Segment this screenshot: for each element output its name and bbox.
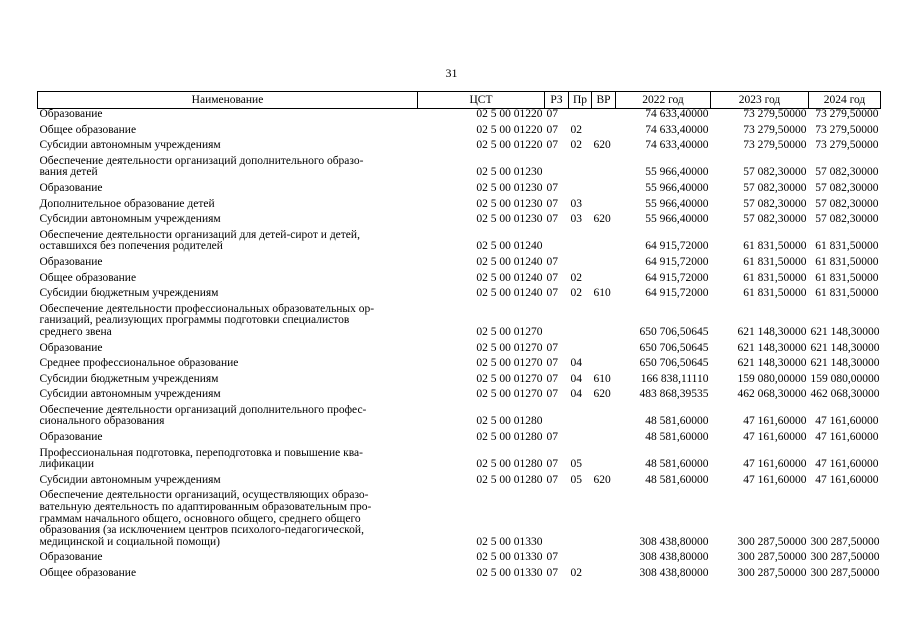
cell-2022: 308 438,80000 [639,551,709,564]
cell-pr: 04 [570,357,582,370]
cell-pr: 04 [570,388,582,401]
cell-name: Общее образование [39,271,137,284]
cell-2024: 47 161,60000 [815,415,879,428]
cell-pr [569,183,592,199]
cell-2024: 621 148,30000 [810,341,880,354]
cell-2022: 48 581,60000 [645,473,709,486]
cell-2024: 61 831,50000 [815,255,879,268]
cell-cst: 02 5 00 01230 [476,166,543,179]
cell-rz [545,405,569,432]
cell-vr [592,568,616,584]
cell-2024: 57 082,30000 [815,166,879,179]
cell-2024: 57 082,30000 [815,197,879,210]
cell-2024: 73 279,50000 [815,108,879,120]
cell-pr: 05 [570,473,582,486]
cell-vr: 620 [593,213,611,226]
header-pr: Пр [569,92,592,109]
cell-cst: 02 5 00 01240 [476,271,543,284]
cell-pr: 02 [570,271,582,284]
cell-2023: 61 831,50000 [743,255,807,268]
cell-rz: 07 [546,213,558,226]
cell-2024: 73 279,50000 [815,123,879,136]
header-name: Наименование [38,92,418,109]
table-row [38,568,881,584]
cell-2024: 61 831,50000 [815,271,879,284]
cell-2023: 47 161,60000 [743,415,807,428]
table-row [38,125,881,141]
cell-2024: 47 161,60000 [815,458,879,471]
cell-2022: 74 633,40000 [645,123,709,136]
cell-2022: 650 706,50645 [639,341,709,354]
cell-pr: 05 [570,458,582,471]
cell-2024: 300 287,50000 [810,551,880,564]
cell-rz: 07 [546,255,558,268]
table-row [38,343,881,359]
table-row [38,304,881,343]
cell-vr [592,405,616,432]
cell-2022: 74 633,40000 [645,108,709,120]
cell-pr [569,257,592,273]
cell-vr [592,273,616,289]
table-row [38,273,881,289]
cell-vr [592,183,616,199]
cell-vr [592,109,616,125]
cell-rz: 07 [546,197,558,210]
table-row [38,183,881,199]
cell-2024: 621 148,30000 [810,325,880,338]
cell-cst: 02 5 00 01280 [476,458,543,471]
cell-2024: 47 161,60000 [815,473,879,486]
table-row [38,156,881,183]
cell-2024: 57 082,30000 [815,181,879,194]
cell-2022: 55 966,40000 [645,181,709,194]
cell-vr: 620 [593,388,611,401]
cell-vr [592,257,616,273]
cell-2023: 300 287,50000 [737,551,807,564]
cell-vr: 610 [593,287,611,300]
cell-2023: 621 148,30000 [737,341,807,354]
cell-2023: 73 279,50000 [743,108,807,120]
cell-pr: 03 [570,213,582,226]
cell-2022: 308 438,80000 [639,535,709,548]
cell-2022: 48 581,60000 [645,458,709,471]
cell-2022: 166 838,11110 [640,372,709,385]
cell-name: Образование [39,181,103,194]
cell-2022: 74 633,40000 [645,139,709,152]
cell-cst: 02 5 00 01270 [476,388,543,401]
cell-name: Общее образование [39,123,137,136]
table-row [38,389,881,405]
cell-vr [592,358,616,374]
cell-name: Субсидии автономным учреждениям [39,473,221,486]
table-row [38,432,881,448]
cell-pr [569,343,592,359]
cell-2022: 64 915,72000 [645,271,709,284]
cell-2023: 73 279,50000 [743,123,807,136]
cell-name: Образование [39,431,103,444]
cell-2022: 48 581,60000 [645,431,709,444]
cell-vr: 610 [593,372,611,385]
cell-cst: 02 5 00 01240 [476,240,543,253]
cell-cst: 02 5 00 01280 [476,415,543,428]
cell-pr [569,156,592,183]
cell-rz: 07 [546,357,558,370]
cell-pr [569,230,592,257]
cell-2023: 61 831,50000 [743,271,807,284]
cell-pr [569,552,592,568]
table-row [38,374,881,390]
budget-table [37,91,881,584]
cell-cst: 02 5 00 01330 [476,567,543,579]
cell-pr [569,405,592,432]
cell-2023: 300 287,50000 [737,535,807,548]
cell-2022: 64 915,72000 [645,287,709,300]
page-number: 31 [445,66,458,80]
cell-pr: 02 [570,123,582,136]
cell-rz: 07 [546,271,558,284]
cell-2023: 621 148,30000 [737,325,807,338]
table-body [38,109,881,584]
table-row [38,448,881,475]
cell-2023: 300 287,50000 [737,567,807,579]
cell-pr [569,109,592,125]
cell-vr [592,230,616,257]
cell-rz: 07 [546,431,558,444]
cell-2022: 55 966,40000 [645,197,709,210]
cell-2023: 47 161,60000 [743,431,807,444]
cell-vr [592,199,616,215]
cell-rz: 07 [546,287,558,300]
cell-2024: 462 068,30000 [810,388,880,401]
cell-name: Среднее профессиональное образование [39,357,239,370]
cell-name: Дополнительное образование детей [39,197,215,210]
cell-2022: 48 581,60000 [645,415,709,428]
cell-rz: 07 [546,123,558,136]
cell-name: Обеспечение деятельности организаций, осуществляющих образо- вательную деятельность по адаптированным образовательным про- граммам начального общего, основного общего, среднего общего образования (за исключением центров психолого-педагогической, медицинской и социальной помощи) [39,489,372,548]
cell-2024: 300 287,50000 [810,535,880,548]
cell-2024: 159 080,00000 [810,372,880,385]
cell-2023: 57 082,30000 [743,166,807,179]
cell-pr: 02 [570,567,582,579]
cell-vr: 620 [593,473,611,486]
cell-2023: 73 279,50000 [743,139,807,152]
cell-vr [592,304,616,343]
cell-cst: 02 5 00 01230 [476,197,543,210]
cell-2024: 57 082,30000 [815,213,879,226]
cell-rz: 07 [546,567,558,579]
cell-pr: 02 [570,287,582,300]
cell-cst: 02 5 00 01270 [476,372,543,385]
cell-name: Субсидии бюджетным учреждениям [39,287,219,300]
table-row [38,552,881,568]
cell-rz [545,304,569,343]
cell-cst: 02 5 00 01280 [476,431,543,444]
cell-2023: 47 161,60000 [743,473,807,486]
header-2024: 2024 год [809,92,881,109]
cell-rz: 07 [546,372,558,385]
table-row [38,288,881,304]
cell-rz: 07 [546,108,558,120]
cell-rz: 07 [546,473,558,486]
cell-rz [545,156,569,183]
cell-vr [592,343,616,359]
cell-vr [592,156,616,183]
cell-name: Образование [39,108,103,120]
cell-2024: 61 831,50000 [815,240,879,253]
header-vr: ВР [592,92,616,109]
cell-2023: 47 161,60000 [743,458,807,471]
cell-2023: 621 148,30000 [737,357,807,370]
cell-2024: 300 287,50000 [810,567,880,579]
cell-2022: 308 438,80000 [639,567,709,579]
table-row [38,230,881,257]
cell-rz: 07 [546,341,558,354]
cell-2023: 462 068,30000 [737,388,807,401]
cell-2023: 57 082,30000 [743,181,807,194]
cell-name: Субсидии бюджетным учреждениям [39,372,219,385]
cell-2022: 55 966,40000 [645,166,709,179]
table-row [38,199,881,215]
cell-2022: 650 706,50645 [639,325,709,338]
cell-2023: 61 831,50000 [743,287,807,300]
cell-vr: 620 [593,139,611,152]
cell-cst: 02 5 00 01330 [476,551,543,564]
table-row [38,405,881,432]
cell-2023: 61 831,50000 [743,240,807,253]
cell-cst: 02 5 00 01240 [476,255,543,268]
cell-name: Обеспечение деятельности организаций для детей-сирот и детей, оставшихся без попечения родителей [39,228,360,253]
cell-rz [545,490,569,552]
cell-name: Субсидии автономным учреждениям [39,388,221,401]
cell-2022: 55 966,40000 [645,213,709,226]
cell-rz: 07 [546,139,558,152]
table-row [38,358,881,374]
cell-vr [592,490,616,552]
cell-rz: 07 [546,181,558,194]
header-2022: 2022 год [616,92,711,109]
cell-2024: 47 161,60000 [815,431,879,444]
cell-cst: 02 5 00 01270 [476,341,543,354]
cell-name: Общее образование [39,567,137,579]
cell-pr: 04 [570,372,582,385]
cell-cst: 02 5 00 01220 [476,108,543,120]
header-2023: 2023 год [711,92,809,109]
cell-rz: 07 [546,551,558,564]
cell-2023: 57 082,30000 [743,197,807,210]
cell-rz [545,230,569,257]
table-row [38,214,881,230]
cell-2022: 650 706,50645 [639,357,709,370]
cell-2022: 64 915,72000 [645,240,709,253]
cell-2022: 64 915,72000 [645,255,709,268]
cell-rz: 07 [546,458,558,471]
cell-2022: 483 868,39535 [639,388,709,401]
cell-2023: 159 080,00000 [737,372,807,385]
cell-name: Профессиональная подготовка, переподготовка и повышение ква- лификации [39,446,363,471]
cell-cst: 02 5 00 01230 [476,213,543,226]
cell-2023: 57 082,30000 [743,213,807,226]
cell-name: Образование [39,255,103,268]
cell-cst: 02 5 00 01270 [476,325,543,338]
cell-cst: 02 5 00 01280 [476,473,543,486]
cell-2024: 61 831,50000 [815,287,879,300]
cell-name: Образование [39,551,103,564]
cell-vr [592,552,616,568]
cell-cst: 02 5 00 01220 [476,123,543,136]
header-rz: РЗ [545,92,569,109]
cell-name: Обеспечение деятельности организаций дополнительного образо- вания детей [39,154,364,179]
cell-cst: 02 5 00 01230 [476,181,543,194]
cell-name: Субсидии автономным учреждениям [39,213,221,226]
cell-name: Обеспечение деятельности организаций дополнительного профес- сионального образования [39,403,367,428]
cell-2024: 73 279,50000 [815,139,879,152]
cell-pr [569,432,592,448]
cell-rz: 07 [546,388,558,401]
table-row [38,109,881,125]
cell-cst: 02 5 00 01270 [476,357,543,370]
cell-name: Образование [39,341,103,354]
cell-pr [569,490,592,552]
table-row [38,257,881,273]
cell-pr: 03 [570,197,582,210]
cell-cst: 02 5 00 01220 [476,139,543,152]
cell-vr [592,432,616,448]
cell-2024: 621 148,30000 [810,357,880,370]
cell-pr: 02 [570,139,582,152]
table-header-row [38,92,881,109]
header-cst: ЦСТ [418,92,545,109]
table-row [38,490,881,552]
table-row [38,475,881,491]
cell-cst: 02 5 00 01330 [476,535,543,548]
cell-name: Субсидии автономным учреждениям [39,139,221,152]
cell-pr [569,304,592,343]
cell-cst: 02 5 00 01240 [476,287,543,300]
cell-vr [592,125,616,141]
cell-name: Обеспечение деятельности профессиональных образовательных ор- ганизаций, реализующих программы подготовки специалистов среднего звена [39,302,375,338]
cell-vr [592,448,616,475]
table-row [38,140,881,156]
